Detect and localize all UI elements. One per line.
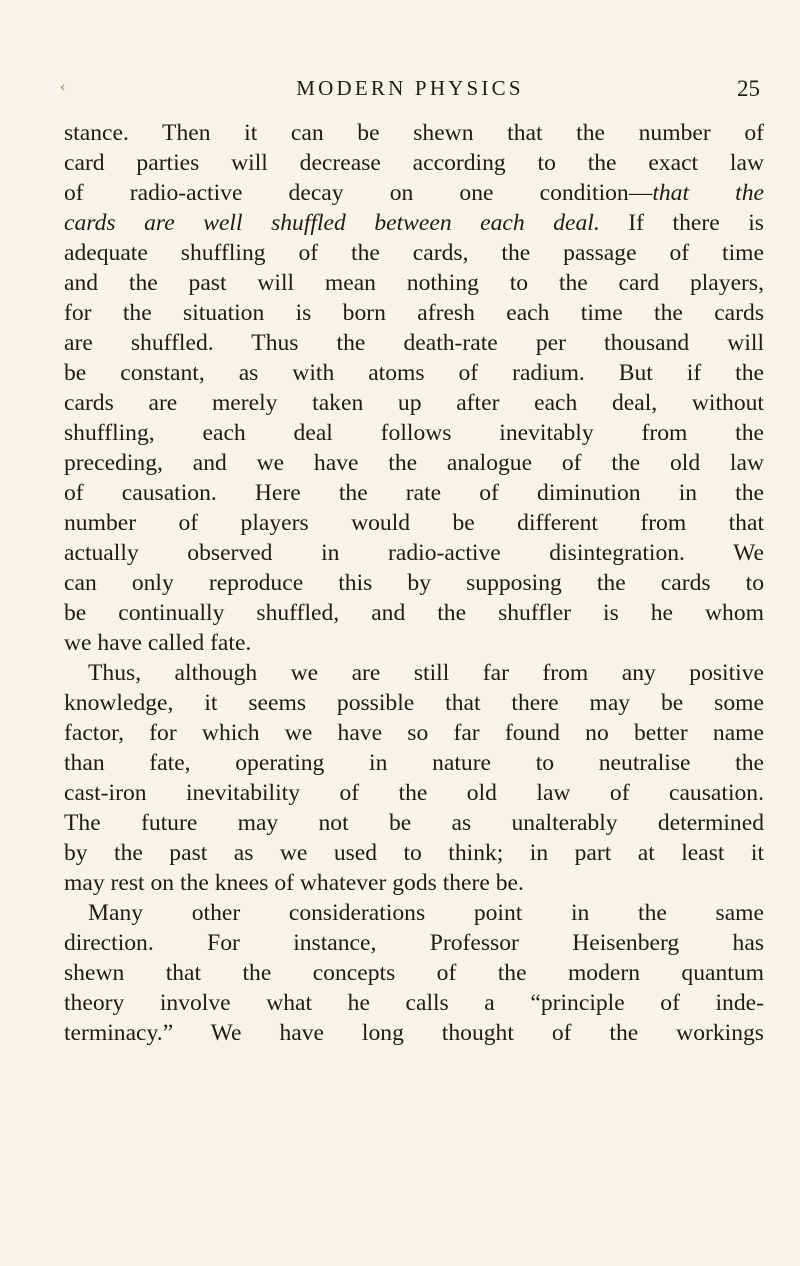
italic-segment: cards are well shuffled between each deal. bbox=[64, 210, 600, 236]
text-line: may rest on the knees of whatever gods there be. bbox=[64, 870, 524, 896]
text-line: cast-iron inevitability of the old law of causation. bbox=[64, 780, 764, 806]
text-segment: If there is bbox=[599, 210, 764, 236]
text-line: adequate shuffling of the cards, the passage of time bbox=[64, 240, 764, 266]
text-line: stance. Then it can be shewn that the number of bbox=[64, 120, 764, 146]
running-title: MODERN PHYSICS bbox=[296, 76, 524, 100]
text-line: shuffling, each deal follows inevitably from the bbox=[64, 420, 764, 446]
page-number: 25 bbox=[737, 76, 760, 101]
text-line: can only reproduce this by supposing the cards to bbox=[64, 570, 764, 596]
text-line: direction. For instance, Professor Heisenberg has bbox=[64, 930, 764, 956]
text-line: preceding, and we have the analogue of the old law bbox=[64, 450, 764, 476]
text-line: are shuffled. Thus the death-rate per thousand will bbox=[64, 330, 764, 356]
text-segment: of radio-active decay on one condition— bbox=[64, 180, 653, 206]
running-head bbox=[60, 76, 760, 106]
text-line: The future may not be as unalterably determined bbox=[64, 810, 764, 836]
text-line: by the past as we used to think; in part at least it bbox=[64, 840, 764, 866]
margin-mark: ‹ bbox=[60, 78, 66, 95]
text-line: knowledge, it seems possible that there may be some bbox=[64, 690, 764, 716]
text-line bbox=[64, 178, 764, 208]
text-line: be constant, as with atoms of radium. But if the bbox=[64, 360, 764, 386]
text-line: terminacy.” We have long thought of the workings bbox=[64, 1020, 764, 1046]
text-line: cards are merely taken up after each deal, without bbox=[64, 390, 764, 416]
text-line: actually observed in radio-active disintegration. We bbox=[64, 540, 764, 566]
italic-segment: that the bbox=[652, 180, 764, 206]
text-line: factor, for which we have so far found no better name bbox=[64, 720, 764, 746]
body-text bbox=[64, 118, 764, 1048]
text-line: of causation. Here the rate of diminution in the bbox=[64, 480, 764, 506]
text-line: than fate, operating in nature to neutralise the bbox=[64, 750, 764, 776]
text-line: and the past will mean nothing to the card players, bbox=[64, 270, 764, 296]
text-line: we have called fate. bbox=[64, 630, 252, 656]
text-line: be continually shuffled, and the shuffler is he whom bbox=[64, 600, 764, 626]
text-line: number of players would be different from that bbox=[64, 510, 764, 536]
text-line: Many other considerations point in the same bbox=[88, 900, 764, 926]
text-line: for the situation is born afresh each time the cards bbox=[64, 300, 764, 326]
text-line bbox=[64, 208, 764, 238]
text-line: shewn that the concepts of the modern quantum bbox=[64, 960, 764, 986]
text-line: Thus, although we are still far from any positive bbox=[88, 660, 764, 686]
text-line: card parties will decrease according to the exact law bbox=[64, 150, 764, 176]
text-line: theory involve what he calls a “principle of inde- bbox=[64, 990, 764, 1016]
